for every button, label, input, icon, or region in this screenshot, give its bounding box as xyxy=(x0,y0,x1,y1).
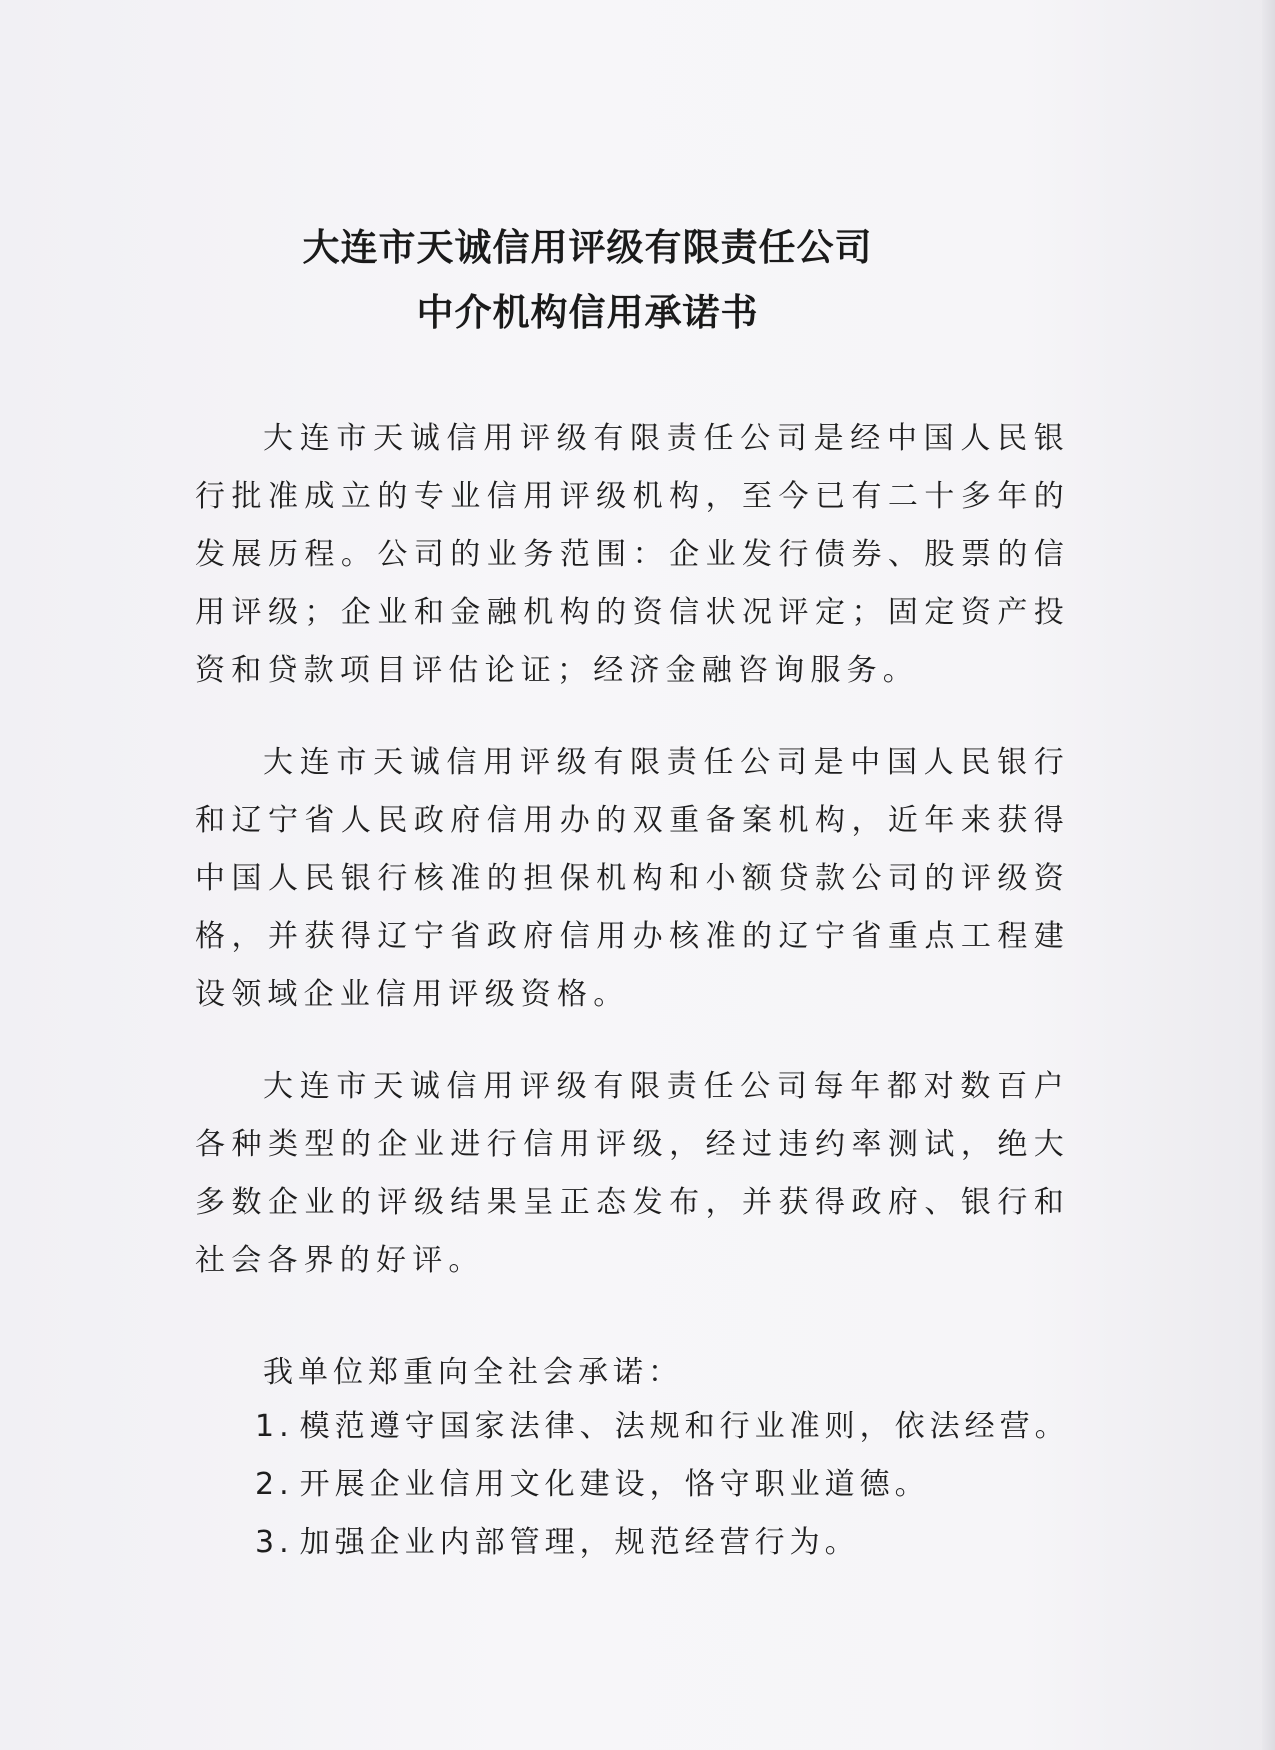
pledge-text: 模范遵守国家法律、法规和行业准则，依法经营。 xyxy=(299,1409,1070,1444)
pledge-item xyxy=(255,1398,1070,1456)
pledge-intro: 我单位郑重向全社会承诺： xyxy=(263,1355,683,1390)
pledge-item xyxy=(255,1456,1070,1514)
pledge-list xyxy=(255,1398,1070,1572)
pledge-text: 开展企业信用文化建设，恪守职业道德。 xyxy=(299,1467,930,1502)
pledge-text: 加强企业内部管理，规范经营行为。 xyxy=(299,1525,860,1560)
pledge-number: 2. xyxy=(255,1467,294,1502)
pledge-number: 3. xyxy=(255,1525,294,1560)
page-edge xyxy=(1262,0,1275,1750)
paragraph-3: 大连市天诚信用评级有限责任公司每年都对数百户各种类型的企业进行信用评级，经过违约率测试，绝大多数企业的评级结果呈正态发布，并获得政府、银行和社会各界的好评。 xyxy=(195,1069,1070,1278)
document-subtitle: 中介机构信用承诺书 xyxy=(416,291,759,334)
paragraph-2: 大连市天诚信用评级有限责任公司是中国人民银行和辽宁省人民政府信用办的双重备案机构，近年来获得中国人民银行核准的担保机构和小额贷款公司的评级资格，并获得辽宁省政府信用办核准的辽宁省重点工程建设领域企业信用评级资格。 xyxy=(195,745,1070,1012)
paragraph-1: 大连市天诚信用评级有限责任公司是经中国人民银行批准成立的专业信用评级机构，至今已有二十多年的发展历程。公司的业务范围：企业发行债券、股票的信用评级；企业和金融机构的资信状况评定；固定资产投资和贷款项目评估论证；经济金融咨询服务。 xyxy=(195,421,1070,688)
document-title: 大连市天诚信用评级有限责任公司 xyxy=(302,226,873,269)
pledge-number: 1. xyxy=(255,1409,294,1444)
pledge-item xyxy=(255,1514,1070,1572)
